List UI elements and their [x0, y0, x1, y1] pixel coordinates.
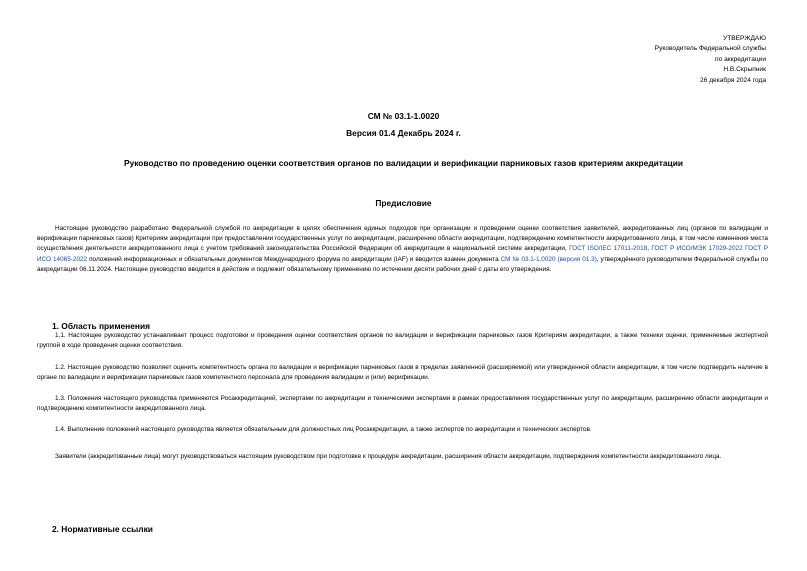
- section-1-heading: 1. Область применения: [52, 321, 150, 331]
- preface-text-a: Настоящее руководство разработано Федеральной службой по аккредитации в целях обеспечения единых подходов при организации и проведении оценки соответствия заявителей, аккредитованных лиц (органов по валидации и верификации парниковых газов) Критериям аккредитации при предоставлении государственных услуг по аккредитации, расширению области аккредитации, подтверждению компетентности аккредитованного лица, в том числе изменения места осуществления деятельности аккредитованного лица с учетом требований законодательства Российской Федерации об аккредитации в национальной системе аккредитации,: [37, 225, 768, 253]
- link-cm-document[interactable]: СМ № 03.1-1.0020: [500, 255, 556, 263]
- link-gost-14065[interactable]: ГОСТ Р ИСО 14065-2022: [37, 245, 769, 263]
- preface-paragraph: [37, 224, 768, 275]
- paragraph-applicants: Заявители (аккредитованные лица) могут руководствоваться настоящим руководством при подготовке к процедуре аккредитации, расширения области аккредитации, подтверждения компетентности аккредитованного лица.: [55, 453, 722, 460]
- document-title: Руководство по проведению оценки соответствия органов по валидации и верификации парниковых газов критериям аккредитации: [123, 158, 683, 168]
- approval-line-position-cont: по аккредитации: [715, 55, 766, 63]
- approval-line-approve: УТВЕРЖДАЮ: [723, 35, 766, 42]
- separator: ,: [647, 245, 652, 253]
- approval-line-position: Руководитель Федеральной службы: [654, 45, 766, 53]
- approval-line-name: Н.В.Скрыпник: [723, 66, 766, 74]
- document-number: СМ № 03.1-1.0020: [367, 111, 440, 121]
- paragraph-1-4: 1.4. Выполнение положений настоящего руководства является обязательным для должностных лиц Росаккредитации, а также экспертов по аккредитации и технических экспертов.: [55, 426, 592, 433]
- paragraph-1-2: 1.2. Настоящее руководство позволяет оценить компетентность органа по валидации и верификации парниковых газов в пределах заявленной (расширяемой) или утвержденной области аккредитации, в том числе подтвердить наличие в органе по валидации и верификации парниковых газов компетентного персонала для проведения валидации и (или) верификации.: [37, 364, 768, 382]
- section-2-heading: 2. Нормативные ссылки: [52, 524, 153, 534]
- preface-text-c: , утверждённого руководителем Федеральной службы по аккредитации 06.11.2024. Настоящее руководство вводится в действие и подлежит обязательному применению по истечении десяти рабочих дней с даты его утверждения.: [37, 255, 769, 273]
- approval-block: [655, 34, 766, 86]
- link-gost-17011[interactable]: ГОСТ ISO/IEC 17011-2018: [569, 245, 648, 253]
- paragraph-1-3: 1.3. Положения настоящего руководства применяются Росаккредитацией, экспертами по аккредитации и техническими экспертами в рамках предоставления государственных услуг по аккредитации, расширению области аккредитации и подтверждению компетентности аккредитованного лица.: [37, 395, 768, 413]
- link-version[interactable]: (версия 01.3): [557, 255, 597, 263]
- paragraph-1-1: 1.1. Настоящее руководство устанавливает процесс подготовки и проведения оценки соответствия органов по валидации и верификации парниковых газов Критериям аккредитации, а также техники оценки, применяемые экспертной группой в ходе проведения оценки соответствия.: [37, 332, 768, 350]
- preface-text-b: положений информационных и обязательных документов Международного форума по аккредитации (IAF) и вводится взамен документа: [87, 255, 501, 263]
- approval-line-date: 26 декабря 2024 года: [700, 76, 766, 84]
- document-version: Версия 01.4 Декабрь 2024 г.: [346, 128, 461, 138]
- preface-heading: Предисловие: [375, 198, 432, 208]
- link-gost-17029[interactable]: ГОСТ Р ИСО/МЭК 17029-2022: [651, 245, 743, 253]
